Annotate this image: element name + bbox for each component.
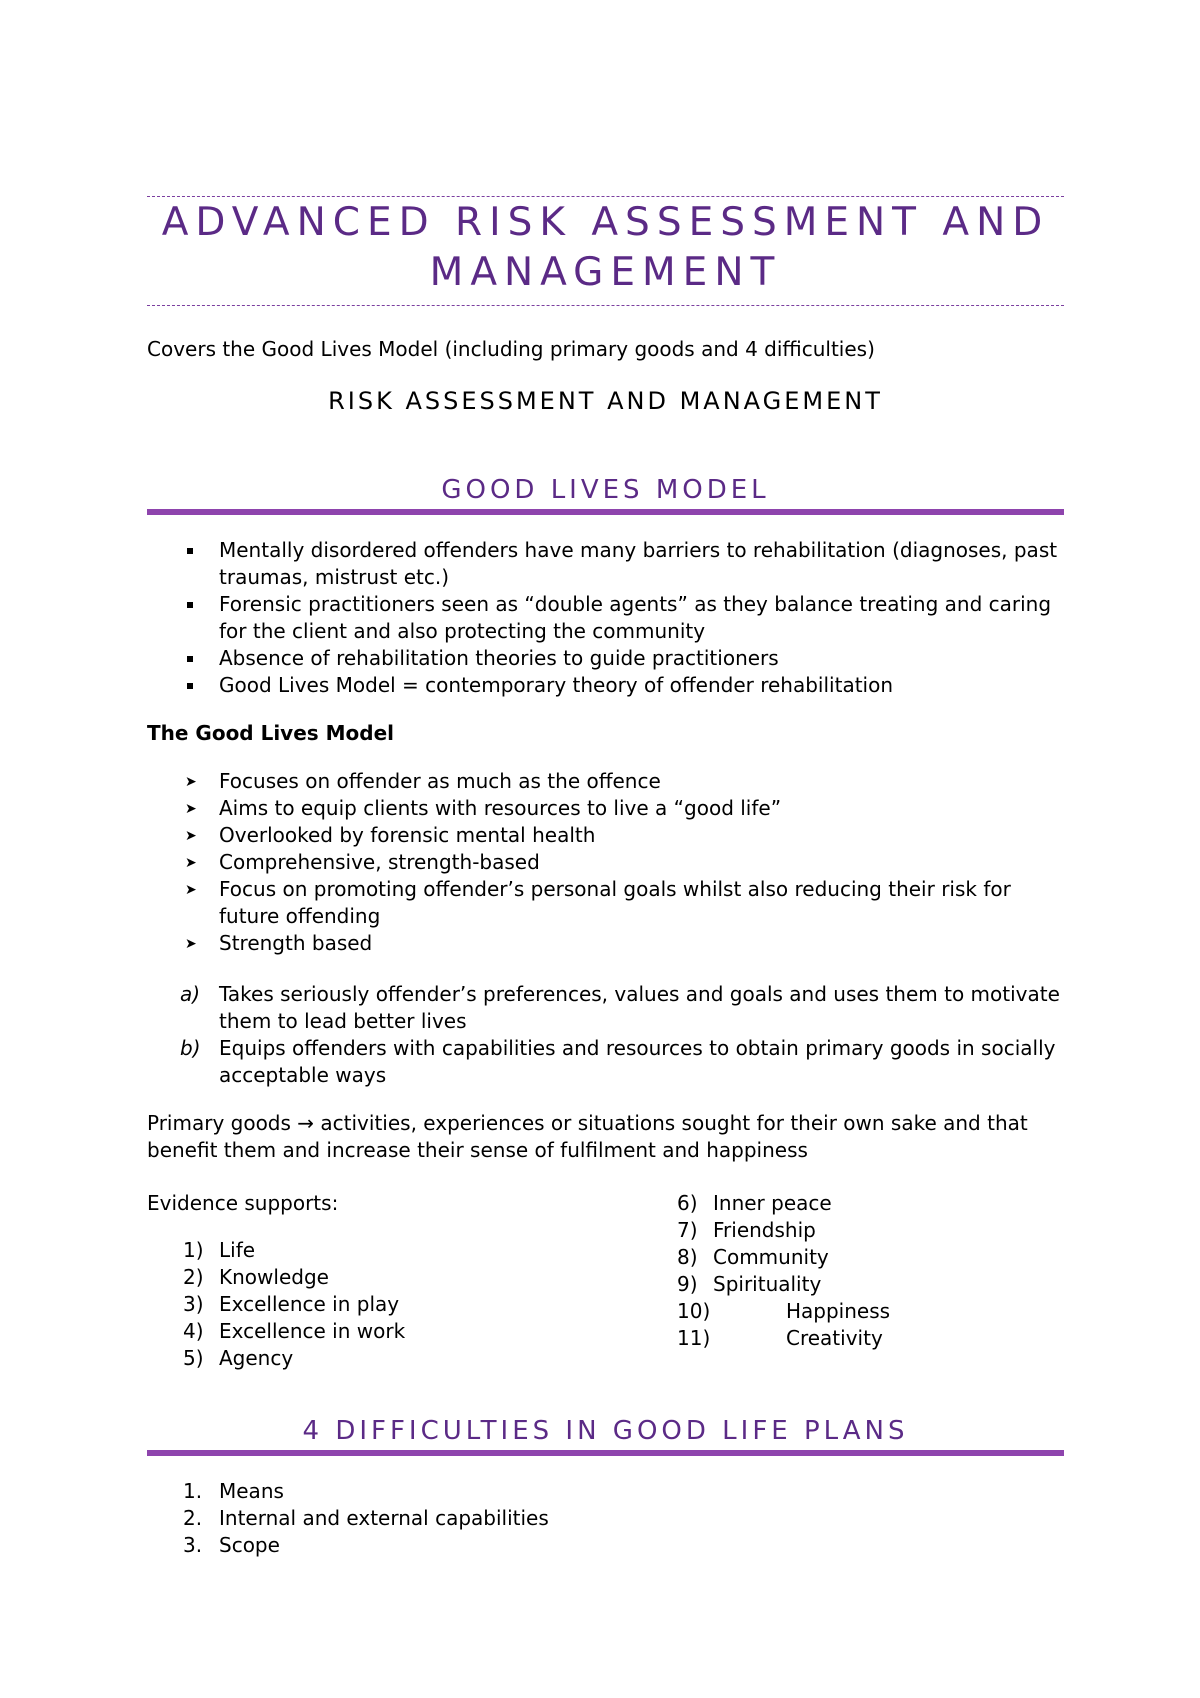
subtitle: Covers the Good Lives Model (including primary goods and 4 difficulties) <box>147 337 875 361</box>
list-item: b) Equips offenders with capabilities and resources to obtain primary goods in socially acceptable ways <box>180 1036 1056 1087</box>
list-item: 1) Life <box>183 1238 256 1262</box>
title-bottom-rule <box>147 305 1064 306</box>
title-line-2: MANAGEMENT <box>429 250 782 295</box>
barriers-list <box>147 537 1064 699</box>
list-item: Mentally disordered offenders have many barriers to rehabilitation (diagnoses, past traumas, mistrust etc.) <box>147 537 1064 591</box>
list-item: a) Takes seriously offender’s preferences, values and goals and uses them to motivate them to lead better lives <box>180 982 1060 1033</box>
list-item: Good Lives Model = contemporary theory of offender rehabilitation <box>147 672 1064 699</box>
features-list <box>147 768 1064 957</box>
primary-goods-list-left <box>147 1237 567 1372</box>
square-bullet-icon <box>187 683 193 689</box>
list-item: ➤ Focus on promoting offender’s personal goals whilst also reducing their risk for future offending <box>185 877 1011 928</box>
square-bullet-icon <box>187 656 193 662</box>
list-item: Forensic practitioners seen as “double agents” as they balance treating and caring for the client and also protecting the community <box>147 591 1064 645</box>
arrowhead-bullet-icon: ➤ <box>185 936 197 952</box>
list-item: ➤ Strength based <box>185 931 373 955</box>
list-item: 5) Agency <box>183 1346 294 1370</box>
document-title <box>147 198 1064 298</box>
heading-underline-bar <box>147 509 1064 515</box>
evidence-label: Evidence supports: <box>147 1191 339 1215</box>
list-item: 6) Inner peace <box>677 1191 832 1215</box>
title-line-1: ADVANCED RISK ASSESSMENT AND <box>161 200 1050 245</box>
arrowhead-bullet-icon: ➤ <box>185 828 197 844</box>
square-bullet-icon <box>187 548 193 554</box>
list-item: 3. Scope <box>183 1533 280 1557</box>
list-item: 8) Community <box>677 1245 829 1269</box>
list-item: ➤ Overlooked by forensic mental health <box>185 823 596 847</box>
list-item: ➤ Aims to equip clients with resources to live a “good life” <box>185 796 782 820</box>
heading-difficulties: 4 DIFFICULTIES IN GOOD LIFE PLANS <box>302 1416 909 1446</box>
arrowhead-bullet-icon: ➤ <box>185 882 197 898</box>
arrowhead-bullet-icon: ➤ <box>185 774 197 790</box>
subheading-good-lives-model: The Good Lives Model <box>147 721 395 745</box>
list-item: ➤ Comprehensive, strength-based <box>185 850 540 874</box>
arrowhead-bullet-icon: ➤ <box>185 801 197 817</box>
list-item: 2. Internal and external capabilities <box>183 1506 549 1530</box>
heading-good-lives-model: GOOD LIVES MODEL <box>441 475 770 505</box>
alpha-list <box>147 981 1064 1089</box>
list-item: 1. Means <box>183 1479 284 1503</box>
square-bullet-icon <box>187 602 193 608</box>
list-item: 10) Happiness <box>677 1299 891 1323</box>
list-item: 11) Creativity <box>677 1326 883 1350</box>
heading-underline-bar <box>147 1450 1064 1456</box>
primary-goods-paragraph: Primary goods → activities, experiences or situations sought for their own sake and that benefit them and increase their sense of fulfilment and happiness <box>147 1111 1028 1162</box>
list-item: 9) Spirituality <box>677 1272 822 1296</box>
list-item: 3) Excellence in play <box>183 1292 400 1316</box>
list-item: 7) Friendship <box>677 1218 816 1242</box>
arrowhead-bullet-icon: ➤ <box>185 855 197 871</box>
section-heading-risk: RISK ASSESSMENT AND MANAGEMENT <box>328 387 883 415</box>
list-item: 2) Knowledge <box>183 1265 329 1289</box>
list-item: ➤ Focuses on offender as much as the offence <box>185 769 661 793</box>
difficulties-list <box>147 1478 1064 1559</box>
list-item: Absence of rehabilitation theories to guide practitioners <box>147 645 1064 672</box>
list-item: 4) Excellence in work <box>183 1319 406 1343</box>
primary-goods-list-right <box>677 1190 890 1352</box>
title-top-rule <box>147 196 1064 197</box>
